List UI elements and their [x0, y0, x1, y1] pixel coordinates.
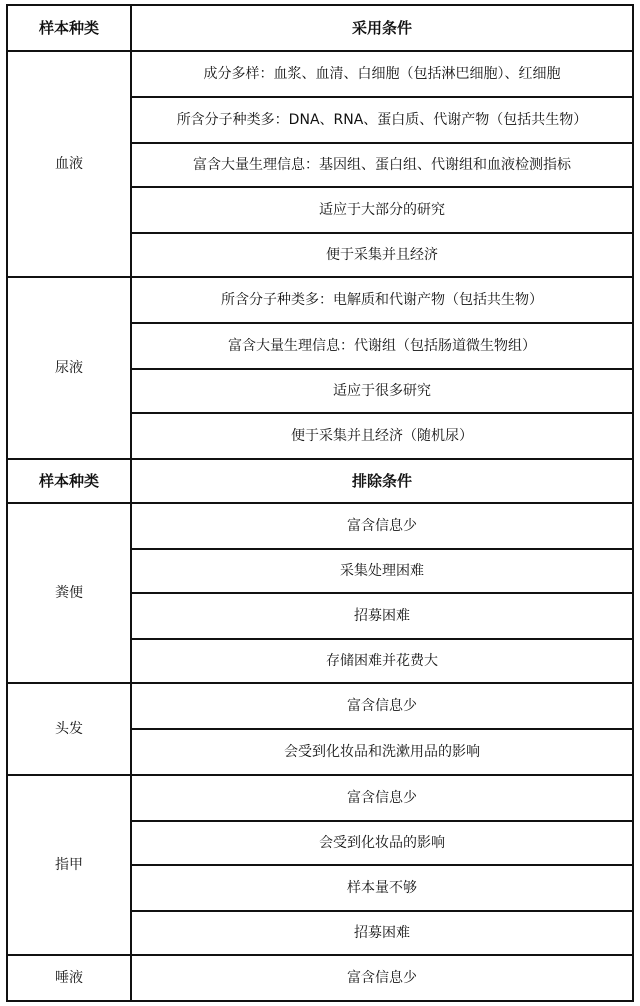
condition-cell: 富含信息少	[347, 697, 417, 714]
header-exclude-conditions: 排除条件	[351, 472, 412, 490]
sample-conditions-table	[6, 4, 634, 1002]
sample-name-nails: 指甲	[55, 856, 83, 873]
condition-cell: 富含大量生理信息：代谢组（包括肠道微生物组）	[228, 337, 536, 354]
condition-cell: 富含信息少	[347, 789, 417, 806]
condition-cell: 所含分子种类多：DNA、RNA、蛋白质、代谢产物（包括共生物）	[176, 111, 588, 128]
condition-cell: 采集处理困难	[340, 562, 424, 579]
condition-cell: 招募困难	[354, 924, 410, 941]
condition-cell: 样本量不够	[347, 879, 417, 896]
table-border-bottom	[6, 1000, 634, 1002]
sample-name-urine: 尿液	[55, 359, 83, 376]
condition-cell: 便于采集并且经济	[326, 246, 438, 263]
condition-cell: 存储困难并花费大	[326, 652, 438, 669]
condition-cell: 富含信息少	[347, 517, 417, 534]
header-adopt-conditions: 采用条件	[351, 19, 412, 37]
condition-cell: 便于采集并且经济（随机尿）	[291, 427, 473, 444]
condition-cell: 成分多样：血浆、血清、白细胞（包括淋巴细胞）、红细胞	[203, 65, 561, 82]
condition-cell: 会受到化妆品和洗漱用品的影响	[284, 743, 480, 760]
sample-name-feces: 粪便	[55, 584, 83, 601]
condition-cell: 所含分子种类多：电解质和代谢产物（包括共生物）	[221, 291, 543, 308]
condition-cell: 招募困难	[354, 607, 410, 624]
condition-cell: 富含信息少	[347, 969, 417, 986]
condition-cell: 富含大量生理信息：基因组、蛋白组、代谢组和血液检测指标	[193, 156, 571, 173]
sample-name-hair: 头发	[55, 720, 83, 737]
condition-cell: 适应于很多研究	[333, 382, 431, 399]
header-sample-type: 样本种类	[38, 19, 99, 37]
header-sample-type: 样本种类	[38, 472, 99, 490]
condition-cell: 适应于大部分的研究	[319, 201, 445, 218]
sample-name-saliva: 唾液	[55, 969, 83, 986]
sample-name-blood: 血液	[55, 155, 83, 172]
condition-cell: 会受到化妆品的影响	[319, 834, 445, 851]
